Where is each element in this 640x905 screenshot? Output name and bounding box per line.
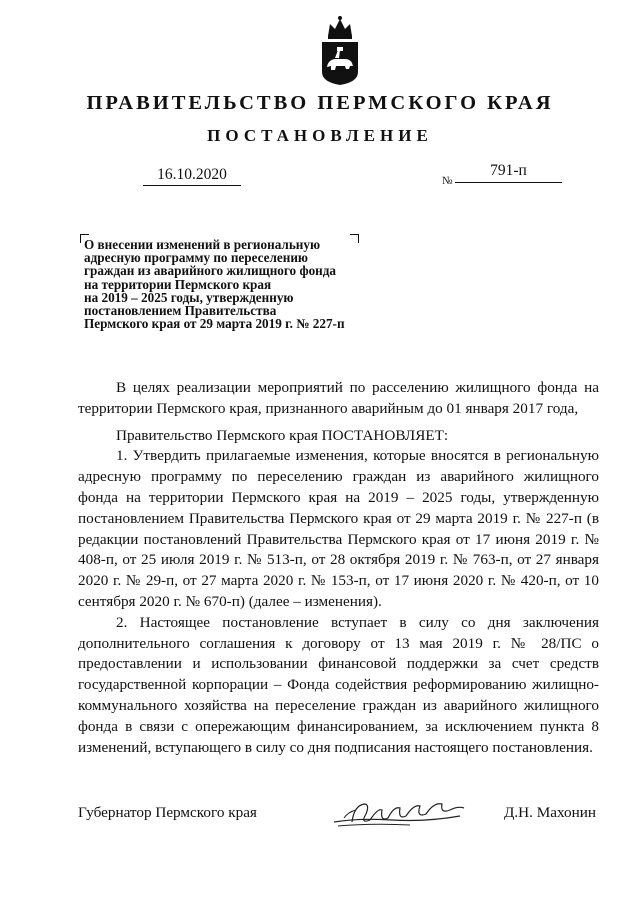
subject-line: постановлением Правительства	[84, 303, 277, 319]
document-number: 791-п	[455, 162, 562, 183]
subject-line: О внесении изменений в региональную	[84, 237, 321, 252]
subject-line: Пермского края от 29 марта 2019 г. № 227-п	[84, 316, 345, 332]
subject-line: граждан из аварийного жилищного фонда	[84, 263, 337, 279]
perm-krai-coat-of-arms-icon	[318, 14, 362, 86]
organization-title: ПРАВИТЕЛЬСТВО ПЕРМСКОГО КРАЯ	[86, 92, 554, 114]
handwritten-signature-icon	[330, 796, 470, 832]
body-paragraph-item-1: 1. Утвердить прилагаемые изменения, которые вносятся в региональную адресную программу по переселению граждан из аварийного жилищного фонда на территории Пермского края на 2019 – 2025 годы, утвержденную постановлением Правительства Пермского края от 29 марта 2019 г. № 227-п (в редакции постановлений Правительства Пермского края от 17 июня 2019 г. № 408-п, от 25 июля 2019 г. № 513-п, от 28 октября 2019 г. № 763-п, от 27 января 2020 г. № 29-п, от 27 марта 2020 г. № 153-п, от 17 июня 2020 г. № 420-п, от 10 сентября 2020 г. № 670-п) (далее – изменения).	[78, 447, 599, 610]
signatory-name: Д.Н. Махонин	[504, 804, 596, 821]
body-paragraph-preamble: В целях реализации мероприятий по расселению жилищного фонда на территории Пермского края, признанного аварийным до 01 января 2017 года,	[78, 379, 599, 417]
signatory-title: Губернатор Пермского края	[78, 804, 257, 821]
body-paragraph-item-2: 2. Настоящее постановление вступает в силу со дня заключения дополнительного соглашения к договору от 13 мая 2019 г. № 28/ПС о предоставлении и использовании финансовой поддержки за счет средств государственной корпорации – Фонда содействия реформированию жилищно-коммунального хозяйства на переселение граждан из аварийного жилищного фонда в связи с опережающим финансированием, за исключением пункта 8 изменений, вступающего в силу со дня подписания настоящего постановления.	[78, 613, 599, 756]
subject-line: на территории Пермского края	[84, 276, 272, 292]
document-date: 16.10.2020	[143, 166, 241, 186]
body-paragraph-resolves: Правительство Пермского края ПОСТАНОВЛЯЕТ:	[116, 426, 449, 444]
subject-line: адресную программу по переселению	[84, 250, 309, 266]
document-subject	[84, 238, 394, 330]
number-sign: №	[442, 175, 453, 187]
subject-line: на 2019 – 2025 годы, утвержденную	[84, 289, 294, 305]
document-body	[78, 378, 599, 758]
document-type: ПОСТАНОВЛЕНИЕ	[207, 126, 433, 145]
